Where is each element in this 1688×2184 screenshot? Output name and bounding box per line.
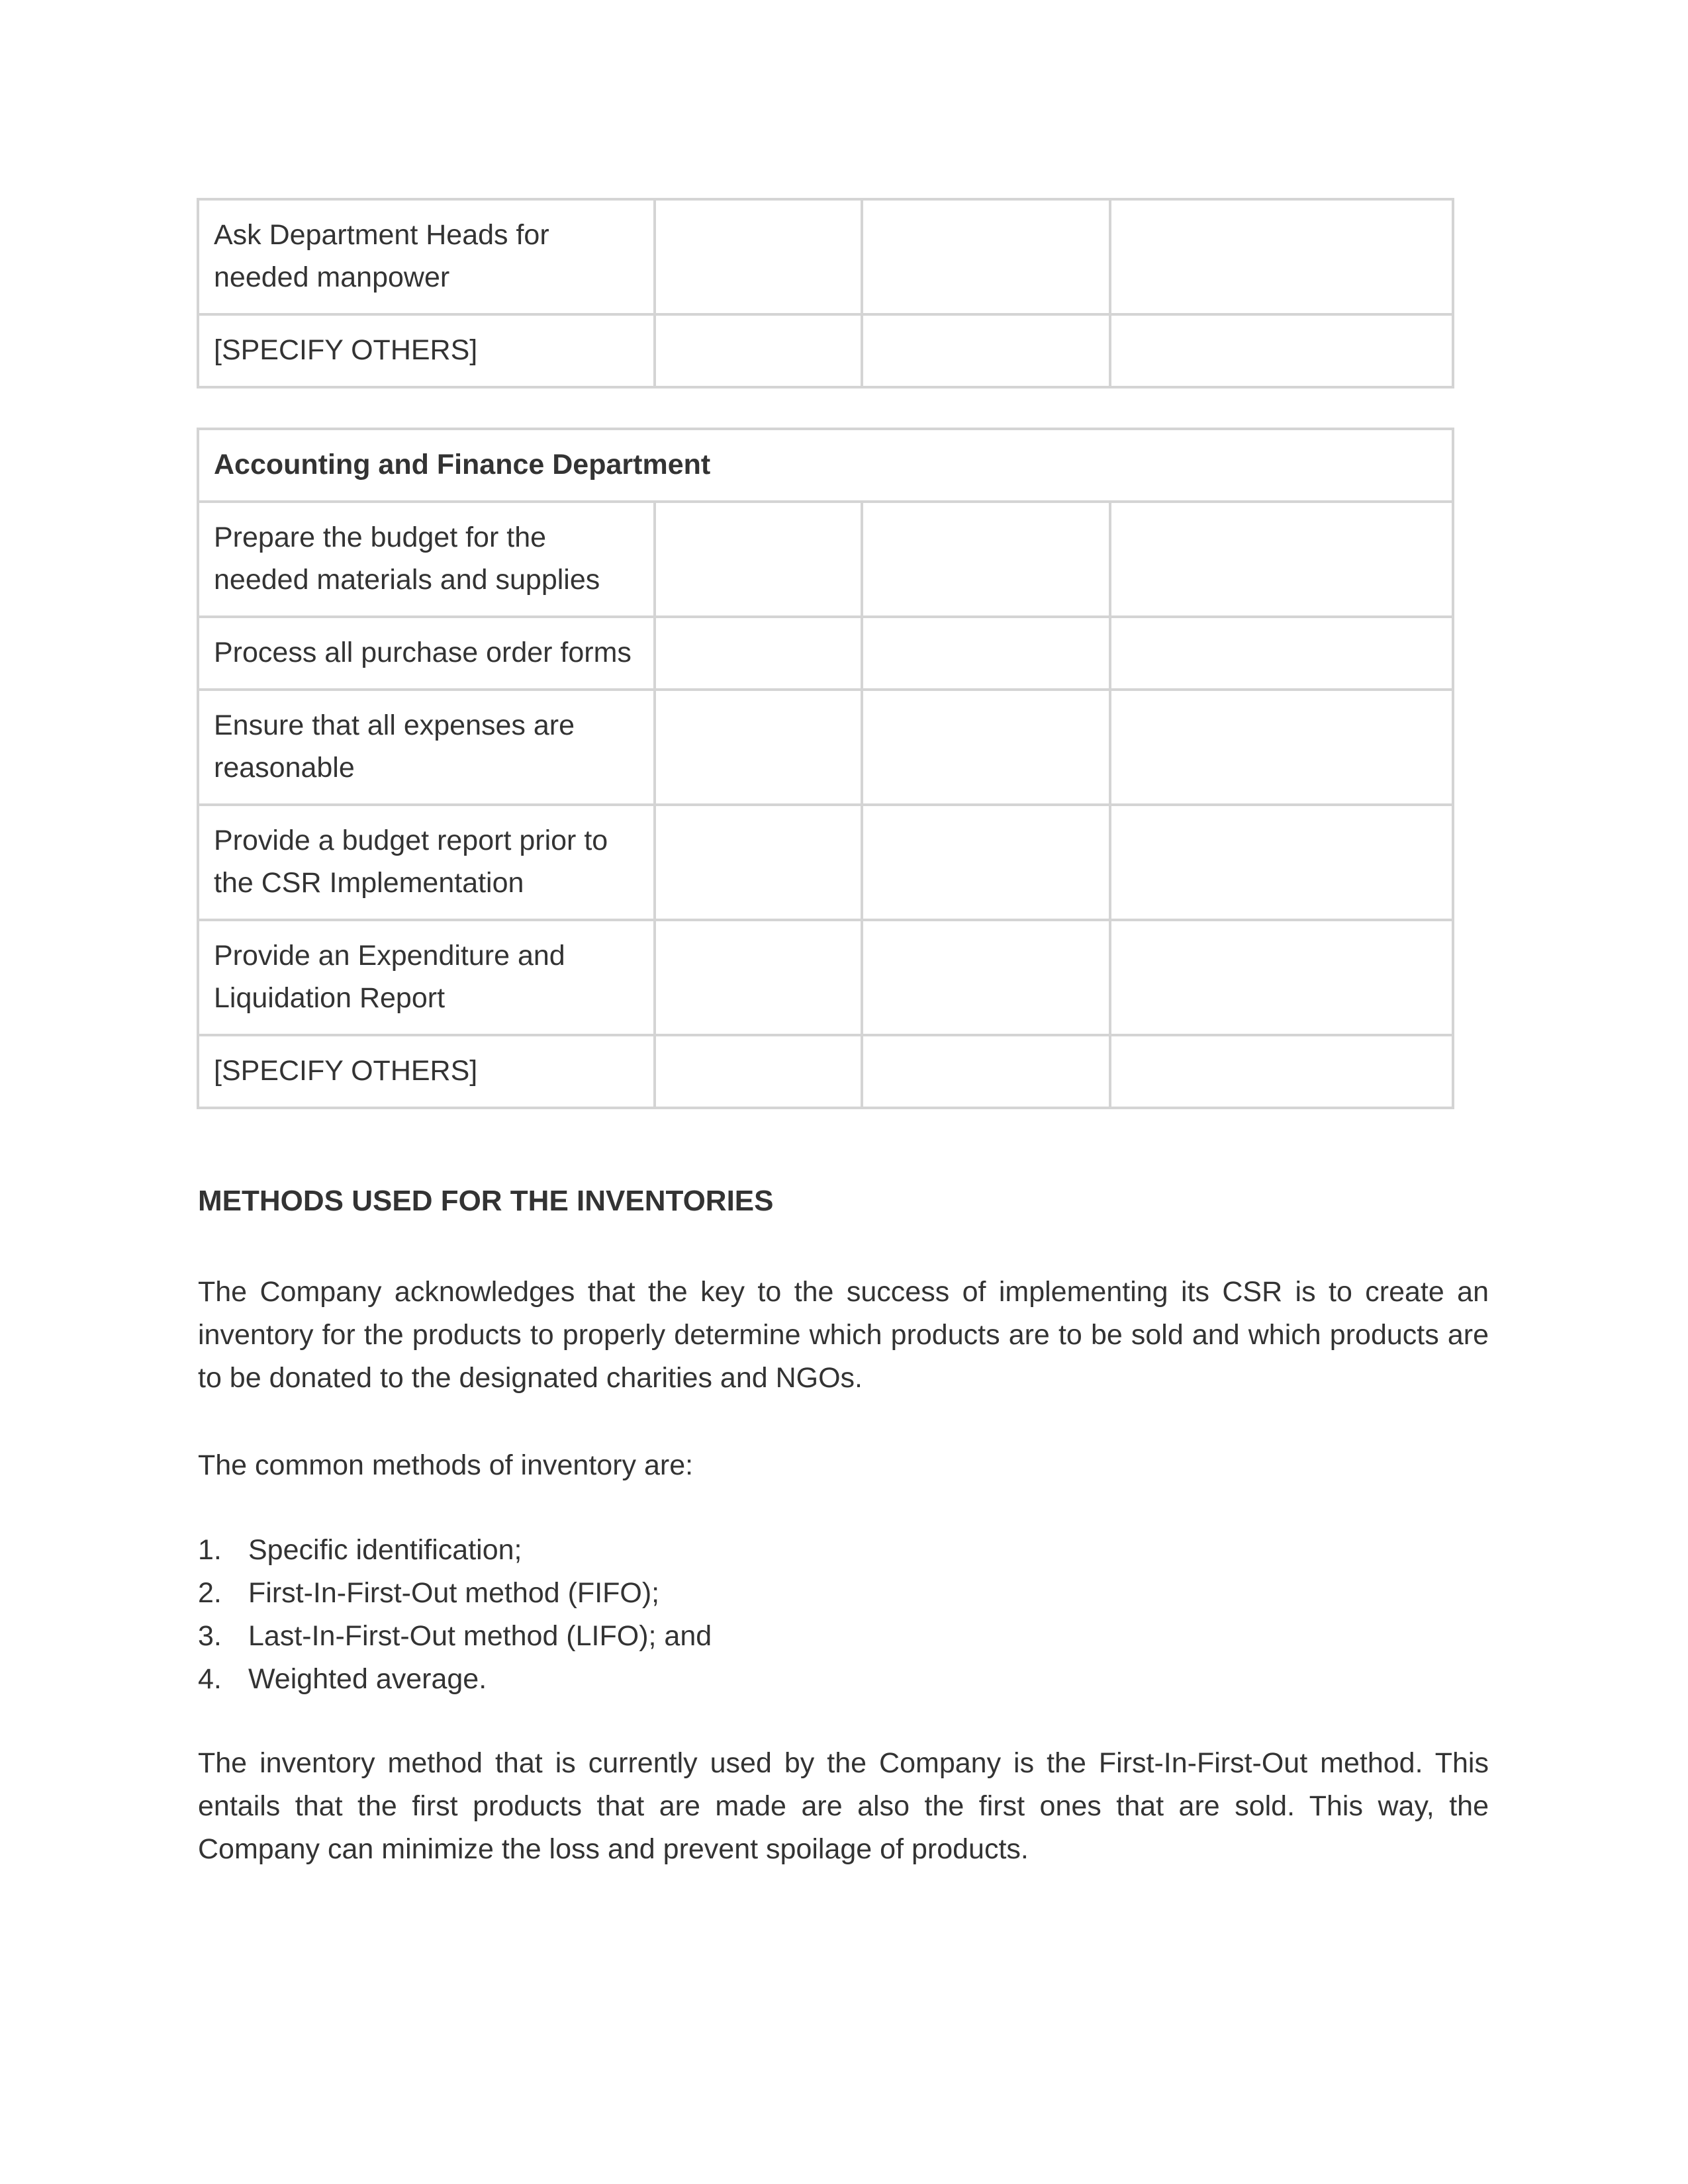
- table-row: [198, 920, 1453, 1035]
- task-cell: Ensure that all expenses are reasonable: [198, 690, 655, 805]
- list-number: 2.: [198, 1577, 222, 1609]
- table-row: [198, 314, 1453, 387]
- current-method-paragraph: The inventory method that is currently used by the Company is the First-In-First-Out method. This entails that the first products that are made are also the first ones that are sold. This way, the Company can minimize the loss and prevent spoilage of products.: [198, 1747, 1489, 1865]
- list-item: [198, 1615, 712, 1658]
- empty-cell: [1110, 502, 1453, 617]
- inventory-methods-list: [198, 1529, 712, 1701]
- list-text: Weighted average.: [248, 1663, 487, 1695]
- task-cell: Prepare the budget for the needed materials and supplies: [198, 502, 655, 617]
- empty-cell: [862, 805, 1110, 920]
- empty-cell: [1110, 805, 1453, 920]
- empty-cell: [862, 690, 1110, 805]
- accounting-finance-table: [197, 428, 1454, 1109]
- table-row: [198, 199, 1453, 314]
- task-cell: [SPECIFY OTHERS]: [198, 314, 655, 387]
- empty-cell: [655, 805, 862, 920]
- empty-cell: [862, 314, 1110, 387]
- empty-cell: [862, 617, 1110, 690]
- responsibilities-table-continued: [197, 198, 1454, 388]
- empty-cell: [1110, 314, 1453, 387]
- empty-cell: [655, 502, 862, 617]
- table-row: [198, 805, 1453, 920]
- empty-cell: [862, 502, 1110, 617]
- empty-cell: [1110, 617, 1453, 690]
- empty-cell: [862, 199, 1110, 314]
- empty-cell: [655, 920, 862, 1035]
- empty-cell: [655, 314, 862, 387]
- table-header-row: [198, 429, 1453, 502]
- department-header: Accounting and Finance Department: [198, 429, 1453, 502]
- task-cell: Process all purchase order forms: [198, 617, 655, 690]
- task-cell: Provide a budget report prior to the CSR Implementation: [198, 805, 655, 920]
- common-methods-intro: The common methods of inventory are:: [198, 1449, 694, 1481]
- task-cell: Ask Department Heads for needed manpower: [198, 199, 655, 314]
- empty-cell: [1110, 199, 1453, 314]
- list-number: 4.: [198, 1663, 222, 1695]
- task-cell: [SPECIFY OTHERS]: [198, 1035, 655, 1108]
- empty-cell: [1110, 1035, 1453, 1108]
- empty-cell: [1110, 690, 1453, 805]
- empty-cell: [862, 1035, 1110, 1108]
- list-text: First-In-First-Out method (FIFO);: [248, 1577, 660, 1609]
- table-row: [198, 502, 1453, 617]
- list-number: 1.: [198, 1534, 222, 1566]
- table-row: [198, 1035, 1453, 1108]
- empty-cell: [655, 199, 862, 314]
- intro-paragraph: The Company acknowledges that the key to the success of implementing its CSR is to create an inventory for the products to properly determine which products are to be sold and which products are to be donated to the designated charities and NGOs.: [198, 1276, 1489, 1394]
- list-item: [198, 1572, 712, 1615]
- list-text: Specific identification;: [248, 1534, 522, 1566]
- list-item: [198, 1658, 712, 1701]
- table-row: [198, 690, 1453, 805]
- empty-cell: [655, 1035, 862, 1108]
- empty-cell: [655, 617, 862, 690]
- empty-cell: [1110, 920, 1453, 1035]
- section-heading: METHODS USED FOR THE INVENTORIES: [198, 1185, 774, 1217]
- list-item: [198, 1529, 712, 1572]
- list-number: 3.: [198, 1620, 222, 1652]
- empty-cell: [862, 920, 1110, 1035]
- table-row: [198, 617, 1453, 690]
- list-text: Last-In-First-Out method (LIFO); and: [248, 1620, 712, 1652]
- task-cell: Provide an Expenditure and Liquidation Report: [198, 920, 655, 1035]
- empty-cell: [655, 690, 862, 805]
